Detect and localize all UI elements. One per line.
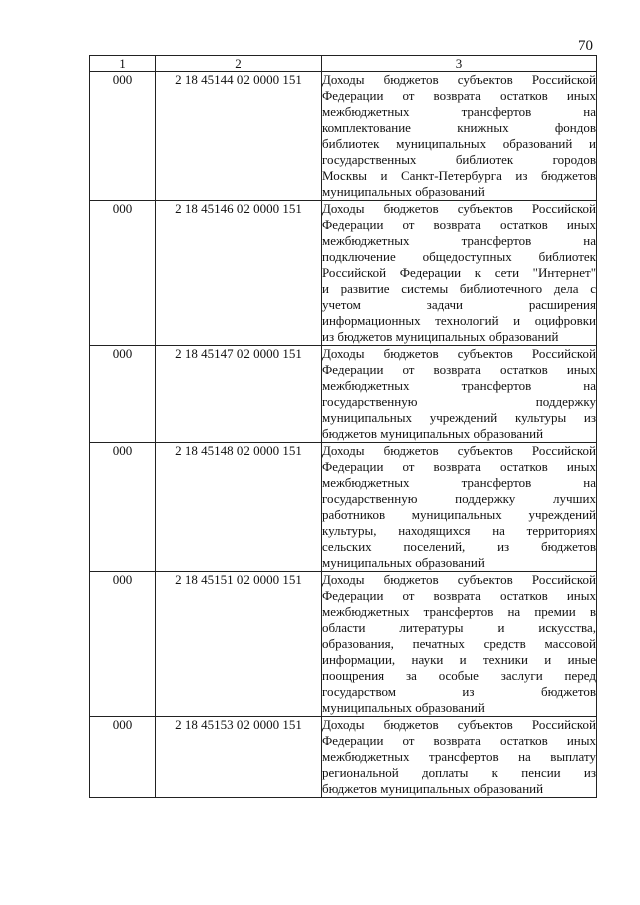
column-header-2: 2: [156, 56, 322, 72]
admin-code-cell: 000: [90, 201, 156, 346]
description-line: межбюджетных трансфертов на премии в: [322, 604, 596, 619]
description-line: межбюджетных трансфертов на: [322, 378, 596, 393]
budget-classification-code-cell: 2 18 45148 02 0000 151: [156, 443, 322, 572]
description-line: Доходы бюджетов субъектов Российской: [322, 443, 596, 458]
description-line: Федерации от возврата остатков иных: [322, 588, 596, 603]
table-header-row: [90, 56, 597, 72]
table-row: [90, 346, 597, 443]
description-line: учетом задачи расширения: [322, 297, 596, 312]
description-line: межбюджетных трансфертов на: [322, 233, 596, 248]
description-line: Российской Федерации к сети "Интернет": [322, 265, 596, 280]
page-number: 70: [578, 38, 593, 54]
column-header-3: 3: [322, 56, 597, 72]
description-line: библиотек муниципальных образований и: [322, 136, 596, 151]
description-line: муниципальных учреждений культуры из: [322, 410, 596, 425]
table-row: [90, 572, 597, 717]
admin-code-cell: 000: [90, 72, 156, 201]
admin-code-cell: 000: [90, 443, 156, 572]
column-header-1: 1: [90, 56, 156, 72]
table-row: [90, 72, 597, 201]
income-description-cell: [322, 443, 597, 572]
budget-classification-code-cell: 2 18 45153 02 0000 151: [156, 717, 322, 798]
admin-code-cell: 000: [90, 717, 156, 798]
table-row: [90, 201, 597, 346]
description-line: Доходы бюджетов субъектов Российской: [322, 717, 596, 732]
description-line: поощрения за особые заслуги перед: [322, 668, 596, 683]
description-line: региональной доплаты к пенсии из: [322, 765, 596, 780]
description-line: образования, печатных средств массовой: [322, 636, 596, 651]
description-line: межбюджетных трансфертов на выплату: [322, 749, 596, 764]
description-line: сельских поселений, из бюджетов: [322, 539, 596, 554]
description-line: Федерации от возврата остатков иных: [322, 88, 596, 103]
table-row: [90, 717, 597, 798]
admin-code-cell: 000: [90, 346, 156, 443]
description-line: и развитие системы библиотечного дела с: [322, 281, 596, 296]
description-line: культуры, находящихся на территориях: [322, 523, 596, 538]
description-line: Доходы бюджетов субъектов Российской: [322, 572, 596, 587]
income-description-cell: [322, 72, 597, 201]
income-description-cell: [322, 201, 597, 346]
description-line: муниципальных образований: [322, 184, 485, 199]
budget-classification-code-cell: 2 18 45151 02 0000 151: [156, 572, 322, 717]
description-line: бюджетов муниципальных образований: [322, 781, 544, 796]
income-description-cell: [322, 717, 597, 798]
description-line: комплектование книжных фондов: [322, 120, 596, 135]
description-line: Москвы и Санкт-Петербурга из бюджетов: [322, 168, 596, 183]
description-line: информации, науки и техники и иные: [322, 652, 596, 667]
description-line: муниципальных образований: [322, 700, 485, 715]
table-row: [90, 443, 597, 572]
income-description-cell: [322, 572, 597, 717]
description-line: из бюджетов муниципальных образований: [322, 329, 559, 344]
description-line: Доходы бюджетов субъектов Российской: [322, 201, 596, 216]
description-line: области литературы и искусства,: [322, 620, 596, 635]
description-line: межбюджетных трансфертов на: [322, 104, 596, 119]
description-line: Доходы бюджетов субъектов Российской: [322, 346, 596, 361]
description-line: Доходы бюджетов субъектов Российской: [322, 72, 596, 87]
budget-classification-code-cell: 2 18 45147 02 0000 151: [156, 346, 322, 443]
description-line: работников муниципальных учреждений: [322, 507, 596, 522]
income-description-cell: [322, 346, 597, 443]
budget-income-table: [89, 55, 597, 798]
description-line: Федерации от возврата остатков иных: [322, 733, 596, 748]
description-line: подключение общедоступных библиотек: [322, 249, 596, 264]
budget-classification-code-cell: 2 18 45144 02 0000 151: [156, 72, 322, 201]
description-line: муниципальных образований: [322, 555, 485, 570]
description-line: Федерации от возврата остатков иных: [322, 459, 596, 474]
description-line: информационных технологий и оцифровки: [322, 313, 596, 328]
description-line: Федерации от возврата остатков иных: [322, 217, 596, 232]
description-line: бюджетов муниципальных образований: [322, 426, 544, 441]
description-line: государственную поддержку: [322, 394, 596, 409]
admin-code-cell: 000: [90, 572, 156, 717]
budget-classification-code-cell: 2 18 45146 02 0000 151: [156, 201, 322, 346]
description-line: межбюджетных трансфертов на: [322, 475, 596, 490]
description-line: государством из бюджетов: [322, 684, 596, 699]
description-line: Федерации от возврата остатков иных: [322, 362, 596, 377]
description-line: государственных библиотек городов: [322, 152, 596, 167]
description-line: государственную поддержку лучших: [322, 491, 596, 506]
